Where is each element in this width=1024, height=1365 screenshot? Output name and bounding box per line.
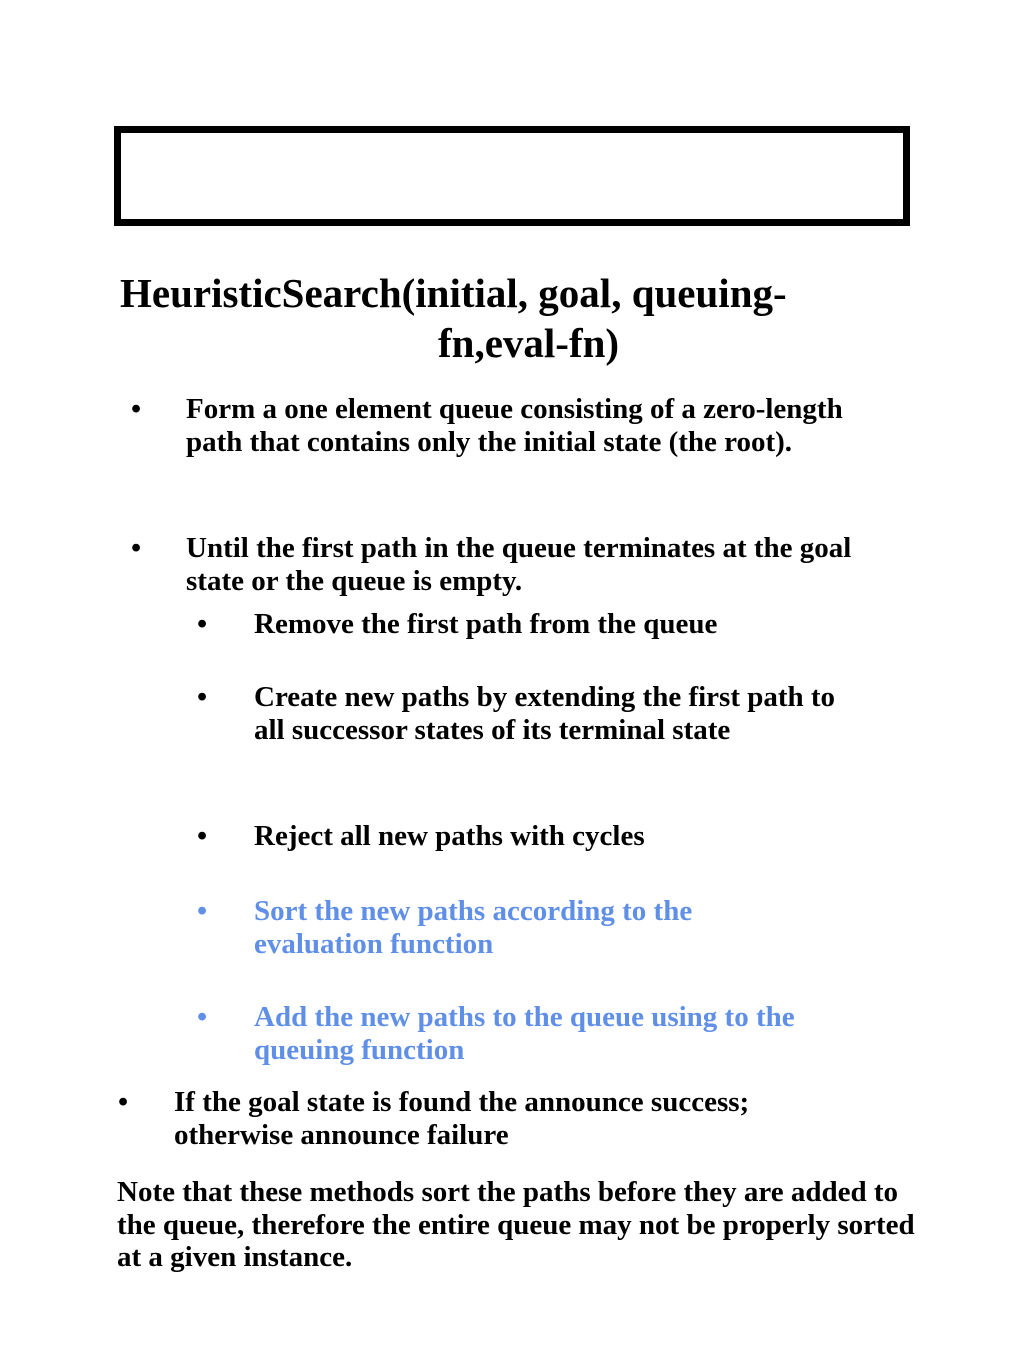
bullet-icon: • bbox=[197, 1001, 208, 1033]
heading-line-2: fn,eval-fn) bbox=[438, 320, 620, 366]
bullet-icon: • bbox=[197, 608, 208, 640]
substep-add-paths: Add the new paths to the queue using to the queuing function bbox=[254, 1001, 795, 1066]
substep-sort-paths: Sort the new paths according to the evaluation function bbox=[254, 895, 693, 960]
bullet-icon: • bbox=[197, 895, 208, 927]
substep-create-paths: Create new paths by extending the first path to all successor states of its terminal state bbox=[254, 681, 836, 746]
substep-reject-cycles: Reject all new paths with cycles bbox=[254, 820, 645, 852]
bullet-icon: • bbox=[118, 1086, 129, 1118]
algorithm-heading bbox=[120, 268, 920, 368]
step-announce-result: If the goal state is found the announce success; otherwise announce failure bbox=[174, 1086, 750, 1151]
bullet-icon: • bbox=[197, 820, 208, 852]
title-box bbox=[114, 126, 910, 226]
substep-remove-path: Remove the first path from the queue bbox=[254, 608, 718, 640]
note-paragraph: Note that these methods sort the paths before they are added to the queue, therefore the entire queue may not be properly sorted at a given instance. bbox=[117, 1176, 915, 1273]
bullet-icon: • bbox=[131, 532, 142, 564]
step-until-loop: Until the first path in the queue terminates at the goal state or the queue is empty. bbox=[186, 532, 852, 597]
step-form-queue: Form a one element queue consisting of a zero-length path that contains only the initial state (the root). bbox=[186, 393, 843, 458]
bullet-icon: • bbox=[197, 681, 208, 713]
bullet-icon: • bbox=[131, 393, 142, 425]
heading-line-1: HeuristicSearch(initial, goal, queuing- bbox=[120, 270, 787, 316]
